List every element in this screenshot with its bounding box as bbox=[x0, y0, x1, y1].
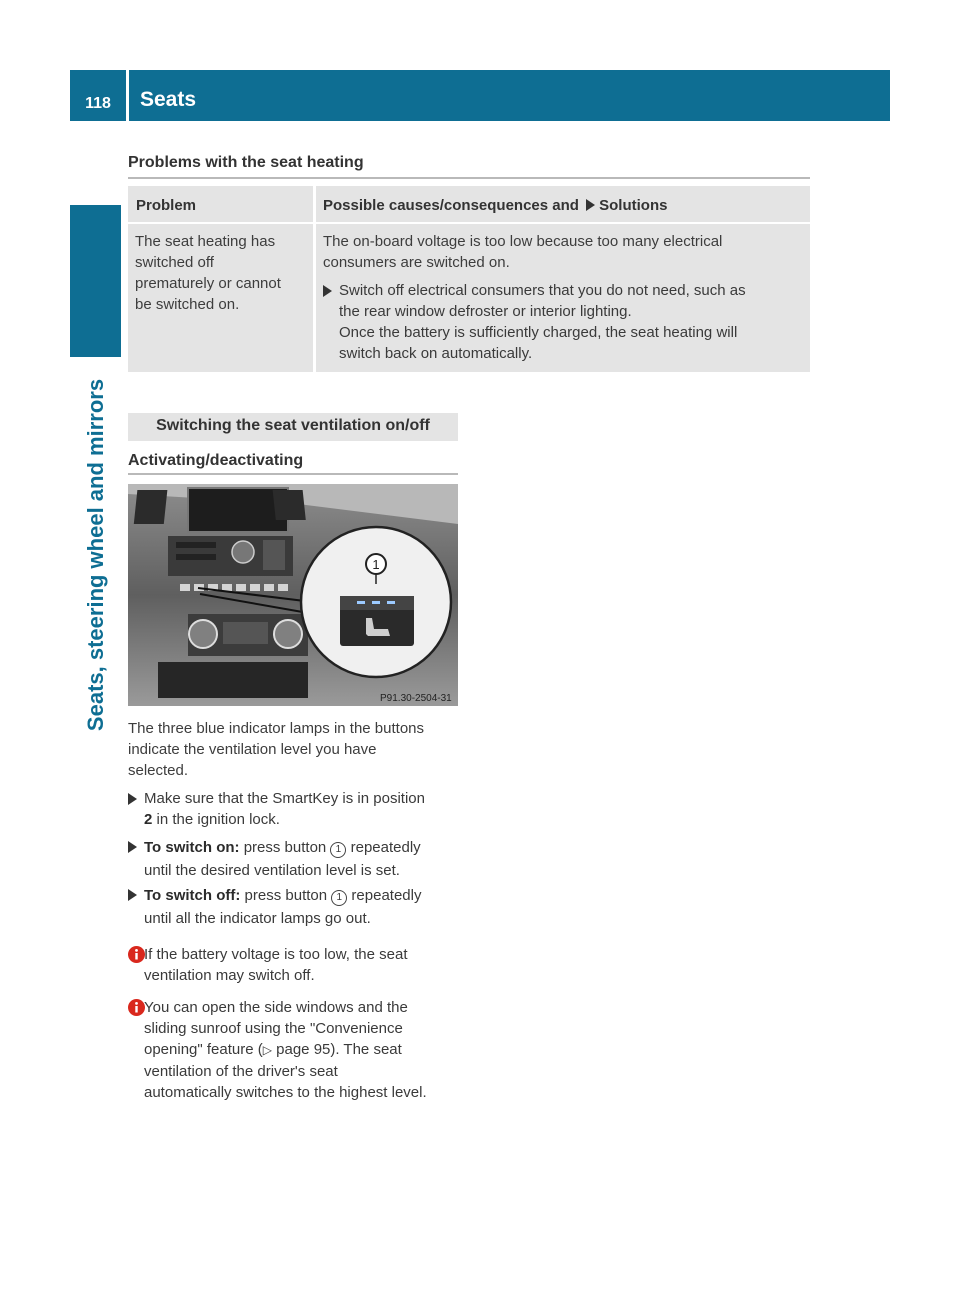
subsection-banner: Switching the seat ventilation on/off bbox=[128, 413, 458, 441]
table-cell-problem: The seat heating has switched off prematurely or cannot be switched on. bbox=[135, 233, 281, 313]
subsection-heading: Activating/deactivating bbox=[128, 452, 304, 469]
chapter-side-label: Seats, steering wheel and mirrors bbox=[82, 378, 108, 731]
dashboard-photo bbox=[128, 484, 458, 706]
section-title: Problems with the seat heating bbox=[128, 154, 364, 171]
table-header-solutions: Possible causes/consequences and Solutions bbox=[323, 197, 668, 214]
svg-text:P91.30-2504-31: P91.30-2504-31 bbox=[380, 693, 452, 704]
table-row-divider bbox=[128, 222, 810, 224]
solution-arrow-icon bbox=[586, 199, 595, 211]
subsection-rule bbox=[128, 473, 458, 475]
page-number: 118 bbox=[85, 95, 111, 112]
instruction-arrow-icon bbox=[128, 793, 137, 805]
solution-arrow-icon bbox=[323, 285, 332, 297]
section-rule bbox=[128, 177, 810, 179]
table-header-problem: Problem bbox=[136, 197, 197, 214]
table-column-divider bbox=[313, 186, 316, 372]
page-reference-icon: ▷ bbox=[262, 1043, 272, 1057]
info-icon bbox=[128, 999, 145, 1016]
header-separator bbox=[126, 70, 129, 121]
chapter-tab-block bbox=[70, 205, 121, 357]
instruction-arrow-icon bbox=[128, 889, 137, 901]
button-1-callout-icon: 1 bbox=[331, 890, 347, 906]
instruction-arrow-icon bbox=[128, 841, 137, 853]
button-1-callout-icon: 1 bbox=[330, 842, 346, 858]
page-header-title: Seats bbox=[140, 88, 197, 111]
svg-text:1: 1 bbox=[372, 557, 380, 572]
info-icon bbox=[128, 946, 145, 963]
intro-paragraph: The three blue indicator lamps in the buttons indicate the ventilation level you have selected. bbox=[128, 720, 425, 779]
page-reference-link[interactable]: page 95). The seat bbox=[271, 1041, 402, 1058]
table-cell-cause: The on-board voltage is too low because too many electrical consumers are switched on. bbox=[323, 233, 723, 271]
